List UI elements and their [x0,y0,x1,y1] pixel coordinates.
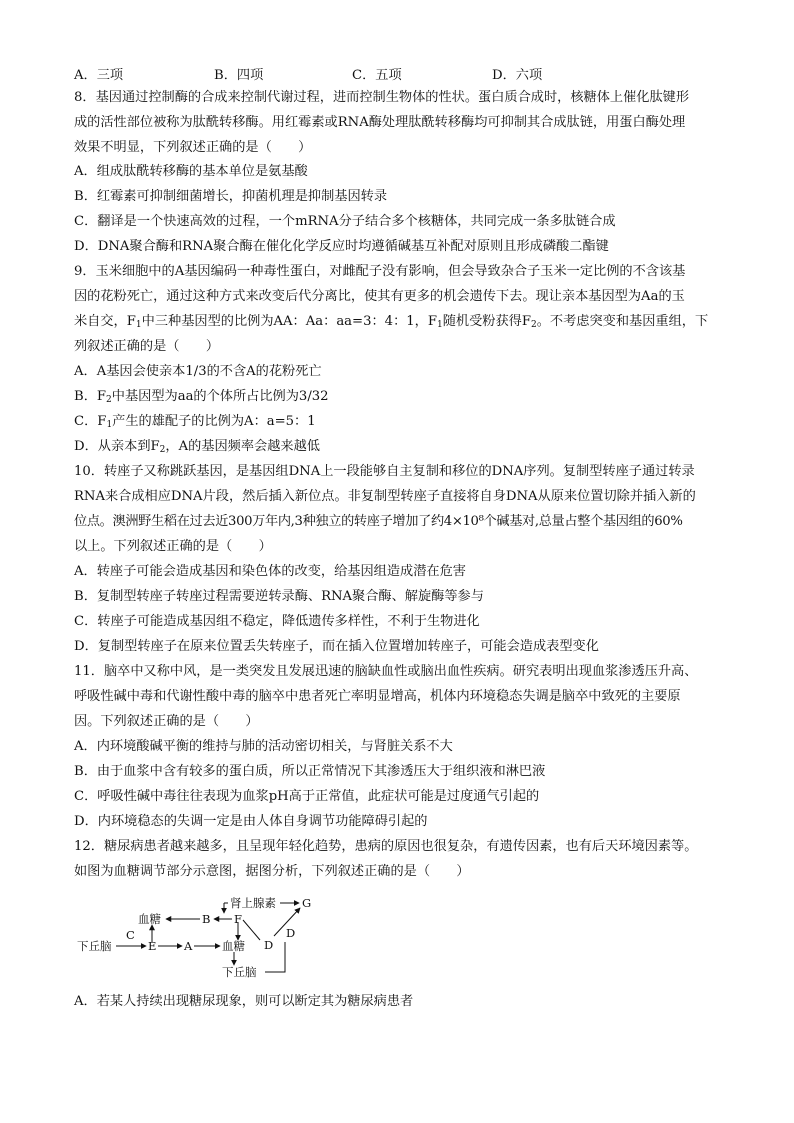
q9-stem-3c: 随机受粉获得F [442,314,531,329]
label-blood-sugar-up: 血糖 [138,912,161,926]
q10-stem-line-2: RNA来合成相应DNA片段，然后插入新位点。非复制型转座子直接将自身DNA从原来位置切除并插入新的 [74,489,696,504]
q9-option-d-1: D．从亲本到F [74,439,160,454]
q9-option-d-sub: 2 [159,445,166,455]
q8-stem-line-1: 8．基因通过控制酶的合成来控制代谢过程，进而控制生物体的性状。蛋白质合成时，核糖体上催化肽键形 [74,90,690,105]
q8-stem-line-3: 效果不明显，下列叙述正确的是（ ） [74,140,312,155]
q11-option-c[interactable]: C．呼吸性碱中毒往往表现为血浆pH高于正常值，此症状可能是过度通气引起的 [74,789,540,804]
q9-stem-3b: 中三种基因型的比例为AA：Aa：aa=3：4：1，F [141,314,437,329]
label-d-right: D [286,926,296,940]
q12-stem-line-1: 12．糖尿病患者越来越多，且呈现年轻化趋势，患病的原因也很复杂，有遗传因素，也有后天环境因素等。 [74,839,698,854]
q8-option-a[interactable]: A．组成肽酰转移酶的基本单位是氨基酸 [74,164,308,179]
label-g: G [302,896,312,910]
q11-option-b[interactable]: B．由于血浆中含有较多的蛋白质，所以正常情况下其渗透压大于组织液和淋巴液 [74,764,546,779]
q9-option-c-2: 产生的雄配子的比例为A：a=5：1 [112,414,316,429]
q9-option-b[interactable] [74,388,734,406]
q8-option-b[interactable]: B．红霉素可抑制细菌增长，抑菌机理是抑制基因转录 [74,189,388,204]
q9-option-b-1: B．F [74,389,107,404]
q10-stem-line-1: 10．转座子又称跳跃基因，是基因组DNA上一段能够自主复制和移位的DNA序列。复制型转座子通过转录 [74,464,695,479]
q10-stem-line-4: 以上。下列叙述正确的是（ ） [74,539,272,554]
q7-option-b[interactable]: B．四项 [214,68,264,83]
q9-stem-line-1: 9．玉米细胞中的A基因编码一种毒性蛋白，对雌配子没有影响，但会导致杂合子玉米一定比例的不含该基 [74,264,686,279]
q9-option-c-sub: 1 [106,420,113,430]
q9-stem-line-4: 列叙述正确的是（ ） [74,339,220,354]
label-e: E [148,939,157,953]
q9-stem-3-sub3: 2 [531,320,537,330]
q9-stem-3-sub1: 1 [135,320,142,330]
q7-option-a[interactable]: A．三项 [74,68,124,83]
q10-option-c[interactable]: C．转座子可能造成基因组不稳定，降低遗传多样性，不利于生物进化 [74,614,480,629]
q9-option-b-2: 中基因型为aa的个体所占比例为3/32 [111,389,329,404]
q9-stem-3a: 米自交，F [74,314,136,329]
label-c: C [126,928,135,942]
q11-stem-line-2: 呼吸性碱中毒和代谢性酸中毒的脑卒中患者死亡率明显增高，机体内环境稳态失调是脑卒中致死的主要原 [74,689,681,704]
label-hypothalamus-left: 下丘脑 [77,939,112,953]
q8-stem-line-2: 成的活性部位被称为肽酰转移酶。用红霉素或RNA酶处理肽酰转移酶均可抑制其合成肽链，用蛋白酶处理 [74,115,686,130]
q9-stem-line-2: 因的花粉死亡，通过这种方式来改变后代分离比，使其有更多的机会遗传下去。现让亲本基因型为Aa的玉 [74,289,685,304]
line-f-to-d-left [243,920,260,940]
label-a: A [184,939,193,953]
q7-option-c[interactable]: C．五项 [352,68,402,83]
label-b: B [202,912,211,926]
q10-stem-line-3: 位点。澳洲野生稻在过去近300万年内,3种独立的转座子增加了约4×10⁸个碱基对,总量占整个基因组的60% [74,514,683,529]
q8-option-d[interactable]: D．DNA聚合酶和RNA聚合酶在催化化学反应时均遵循碱基互补配对原则且形成磷酸二酯键 [74,239,609,254]
q10-option-b[interactable]: B．复制型转座子转座过程需要逆转录酶、RNA聚合酶、解旋酶等参与 [74,589,484,604]
q9-option-a[interactable]: A．A基因会使亲本1/3的不含A的花粉死亡 [74,364,322,379]
q9-option-d-2: ，A的基因频率会越来越低 [165,439,320,454]
blood-sugar-diagram [74,890,324,982]
label-adrenaline: 肾上腺素 [230,896,276,910]
q9-stem-3-sub2: 1 [436,320,443,330]
q12-stem-line-2: 如图为血糖调节部分示意图，据图分析，下列叙述正确的是（ ） [74,864,470,879]
q11-option-d[interactable]: D．内环境稳态的失调一定是由人体自身调节功能障碍引起的 [74,814,428,829]
label-blood-sugar-down: 血糖 [222,939,245,953]
q11-option-a[interactable]: A．内环境酸碱平衡的维持与肺的活动密切相关，与肾脏关系不大 [74,739,453,754]
q9-option-d[interactable] [74,438,734,456]
q7-option-d[interactable]: D．六项 [492,68,543,83]
label-f: F [234,912,242,926]
q8-option-c[interactable]: C．翻译是一个快速高效的过程，一个mRNA分子结合多个核糖体，共同完成一条多肽链合成 [74,214,616,229]
q9-stem-3d: 。不考虑突变和基因重组，下 [536,314,709,329]
q7-options [74,64,734,82]
q10-option-a[interactable]: A．转座子可能会造成基因和染色体的改变，给基因组造成潜在危害 [74,564,466,579]
q11-stem-line-3: 因。下列叙述正确的是（ ） [74,714,259,729]
q9-option-c-1: C．F [74,414,107,429]
label-hypothalamus-bottom: 下丘脑 [222,965,257,979]
q9-option-b-sub: 2 [106,395,112,405]
label-d-left: D [264,938,274,952]
q12-option-a[interactable]: A．若某人持续出现糖尿现象，则可以断定其为糖尿病患者 [74,994,414,1009]
q9-stem-line-3 [74,313,734,331]
q11-stem-line-1: 11．脑卒中又称中风，是一类突发且发展迅速的脑缺血性或脑出血性疾病。研究表明出现血浆渗透压升高、 [74,664,698,679]
q9-option-c[interactable] [74,413,734,431]
q10-option-d[interactable]: D．复制型转座子在原来位置丢失转座子，而在插入位置增加转座子，可能会造成表型变化 [74,639,599,654]
